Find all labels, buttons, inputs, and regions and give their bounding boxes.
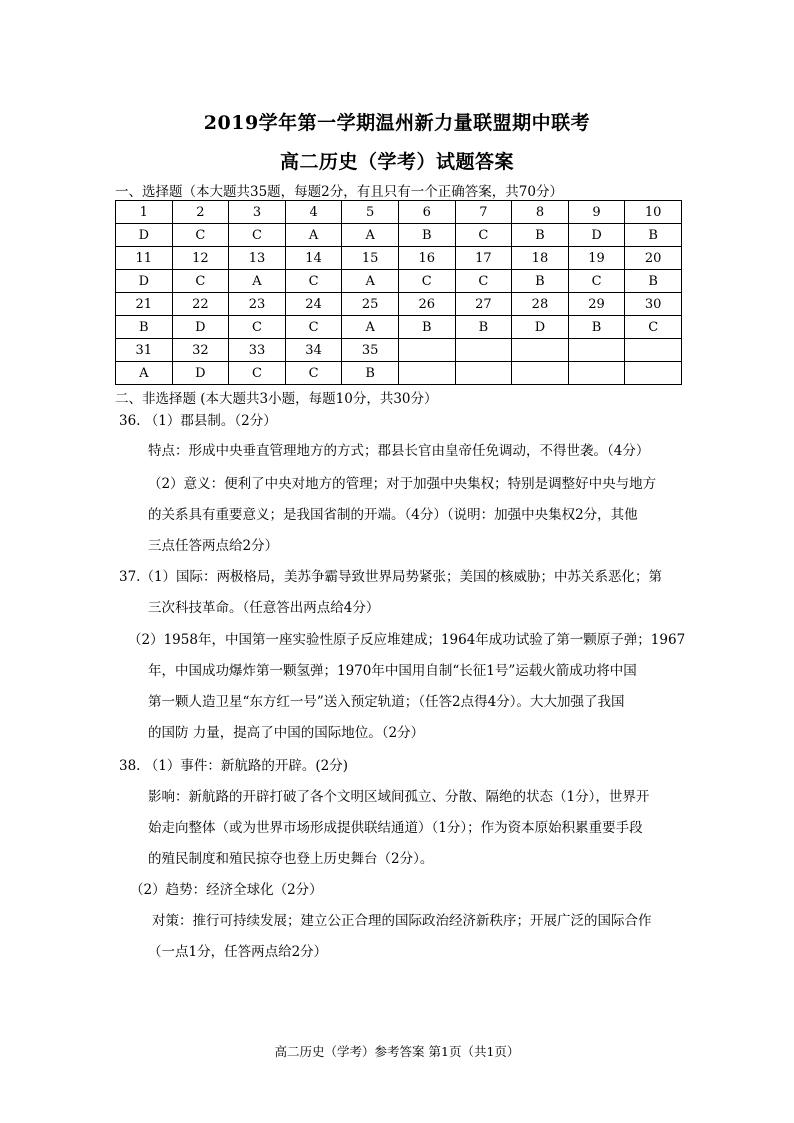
question-number-cell: 6 — [398, 201, 455, 224]
answer-cell: D — [512, 316, 569, 339]
q37-line: 三次科技革命。（任意答出两点给4分） — [148, 600, 380, 616]
question-number-row — [116, 247, 682, 270]
question-number-row — [116, 201, 682, 224]
q38-line: （2）趋势：经济全球化（2分） — [130, 882, 323, 898]
answer-cell: C — [229, 316, 286, 339]
question-number-cell: 10 — [625, 201, 682, 224]
question-number-cell — [455, 339, 512, 362]
question-number-cell: 25 — [342, 293, 399, 316]
q38-line: 影响：新航路的开辟打破了各个文明区域间孤立、分散、隔绝的状态（1分），世界开 — [148, 789, 650, 805]
answer-cell: C — [229, 362, 286, 385]
question-number-cell: 31 — [116, 339, 173, 362]
q37-line: 第一颗人造卫星“东方红一号”送入预定轨道；（任答2点得4分）。大大加强了我国 — [148, 694, 625, 710]
document-subtitle: 高二历史（学考）试题答案 — [279, 151, 514, 173]
q37-line: 的国防 力量，提高了中国的国际地位。（2分） — [148, 725, 425, 741]
answer-cell: A — [342, 224, 399, 247]
question-number-cell: 24 — [285, 293, 342, 316]
document-title: 2019学年第一学期温州新力量联盟期中联考 — [203, 112, 591, 134]
answer-cell: C — [455, 224, 512, 247]
question-number-cell: 5 — [342, 201, 399, 224]
question-number-cell: 1 — [116, 201, 173, 224]
answer-cell: B — [398, 316, 455, 339]
q36-line: （2）意义：便利了中央对地方的管理；对于加强中央集权；特别是调整好中央与地方 — [148, 476, 657, 492]
question-number-cell — [625, 339, 682, 362]
q38-line: （一点1分，任答两点给2分） — [148, 944, 328, 960]
answer-cell — [568, 362, 625, 385]
question-number-cell: 16 — [398, 247, 455, 270]
answer-cell: C — [285, 270, 342, 293]
answer-cell: D — [116, 224, 173, 247]
answer-cell: A — [342, 316, 399, 339]
question-number-cell — [398, 339, 455, 362]
q36-line: 三点任答两点给2分） — [148, 538, 279, 554]
answer-cell: C — [398, 270, 455, 293]
answer-cell: B — [116, 316, 173, 339]
question-number-cell: 18 — [512, 247, 569, 270]
question-number-cell: 8 — [512, 201, 569, 224]
q38-line: 38. （1）事件：新航路的开辟。(2分) — [119, 758, 348, 774]
answer-cell: A — [342, 270, 399, 293]
answer-cell: B — [625, 270, 682, 293]
question-number-cell: 27 — [455, 293, 512, 316]
answer-cell: D — [172, 316, 229, 339]
question-number-cell: 3 — [229, 201, 286, 224]
answer-cell: C — [285, 316, 342, 339]
answer-row — [116, 362, 682, 385]
question-number-cell: 33 — [229, 339, 286, 362]
page-footer: 高二历史（学考）参考答案 第1页（共1页） — [274, 1044, 520, 1059]
q38-line: 对策：推行可持续发展；建立公正合理的国际政治经济新秩序；开展广泛的国际合作 — [152, 913, 652, 929]
answer-cell: D — [116, 270, 173, 293]
answer-cell: D — [568, 224, 625, 247]
answer-cell: C — [172, 270, 229, 293]
answer-table — [115, 200, 682, 385]
answer-cell: B — [512, 270, 569, 293]
question-number-row — [116, 339, 682, 362]
answer-row — [116, 316, 682, 339]
answer-cell: A — [229, 270, 286, 293]
q36-line: 的关系具有重要意义；是我国省制的开端。（4分）（说明：加强中央集权2分，其他 — [148, 507, 638, 523]
answer-cell — [398, 362, 455, 385]
question-number-cell: 22 — [172, 293, 229, 316]
question-number-row — [116, 293, 682, 316]
question-number-cell: 21 — [116, 293, 173, 316]
question-number-cell — [512, 339, 569, 362]
question-number-cell: 29 — [568, 293, 625, 316]
answer-cell: B — [398, 224, 455, 247]
question-number-cell: 20 — [625, 247, 682, 270]
question-number-cell: 19 — [568, 247, 625, 270]
question-number-cell: 11 — [116, 247, 173, 270]
q36-line: 36. （1）郡县制。（2分） — [119, 413, 277, 429]
question-number-cell: 26 — [398, 293, 455, 316]
question-number-cell: 2 — [172, 201, 229, 224]
question-number-cell: 32 — [172, 339, 229, 362]
answer-cell: A — [116, 362, 173, 385]
answer-cell: B — [342, 362, 399, 385]
question-number-cell: 9 — [568, 201, 625, 224]
answer-cell — [455, 362, 512, 385]
answer-cell: C — [229, 224, 286, 247]
section-heading-nonchoice: 二、非选择题 (本大题共3小题，每题10分，共30分） — [115, 391, 438, 407]
answer-cell — [512, 362, 569, 385]
answer-cell: A — [285, 224, 342, 247]
question-number-cell: 30 — [625, 293, 682, 316]
question-number-cell: 28 — [512, 293, 569, 316]
answer-row — [116, 224, 682, 247]
question-number-cell: 4 — [285, 201, 342, 224]
question-number-cell: 15 — [342, 247, 399, 270]
q37-line: 37.（1）国际：两极格局，美苏争霸导致世界局势紧张；美国的核威胁；中苏关系恶化；第 — [119, 569, 663, 585]
answer-cell: C — [625, 316, 682, 339]
answer-cell: D — [172, 362, 229, 385]
question-number-cell: 14 — [285, 247, 342, 270]
answer-cell: B — [512, 224, 569, 247]
answer-cell — [625, 362, 682, 385]
q37-line: 年，中国成功爆炸第一颗氢弹；1970年中国用自制“长征1号”运载火箭成功将中国 — [148, 663, 637, 679]
q37-line: （2）1958年，中国第一座实验性原子反应堆建成；1964年成功试验了第一颗原子弹；1967 — [128, 632, 686, 648]
question-number-cell: 17 — [455, 247, 512, 270]
answer-cell: C — [285, 362, 342, 385]
question-number-cell: 23 — [229, 293, 286, 316]
answer-cell: C — [172, 224, 229, 247]
q38-line: 的殖民制度和殖民掠夺也登上历史舞台（2分）。 — [148, 851, 434, 867]
answer-cell: C — [455, 270, 512, 293]
question-number-cell: 35 — [342, 339, 399, 362]
question-number-cell: 13 — [229, 247, 286, 270]
answer-cell: B — [455, 316, 512, 339]
answer-cell: C — [568, 270, 625, 293]
question-number-cell: 34 — [285, 339, 342, 362]
answer-cell: B — [568, 316, 625, 339]
question-number-cell: 7 — [455, 201, 512, 224]
section-heading-choice: 一、选择题（本大题共35题，每题2分，有且只有一个正确答案，共70分） — [115, 184, 563, 200]
q36-line: 特点：形成中央垂直管理地方的方式；郡县长官由皇帝任免调动，不得世袭。（4分） — [148, 443, 650, 459]
question-number-cell: 12 — [172, 247, 229, 270]
answer-cell: B — [625, 224, 682, 247]
q38-line: 始走向整体（或为世界市场形成提供联结通道）（1分）；作为资本原始积累重要手段 — [148, 820, 643, 836]
question-number-cell — [568, 339, 625, 362]
answer-row — [116, 270, 682, 293]
